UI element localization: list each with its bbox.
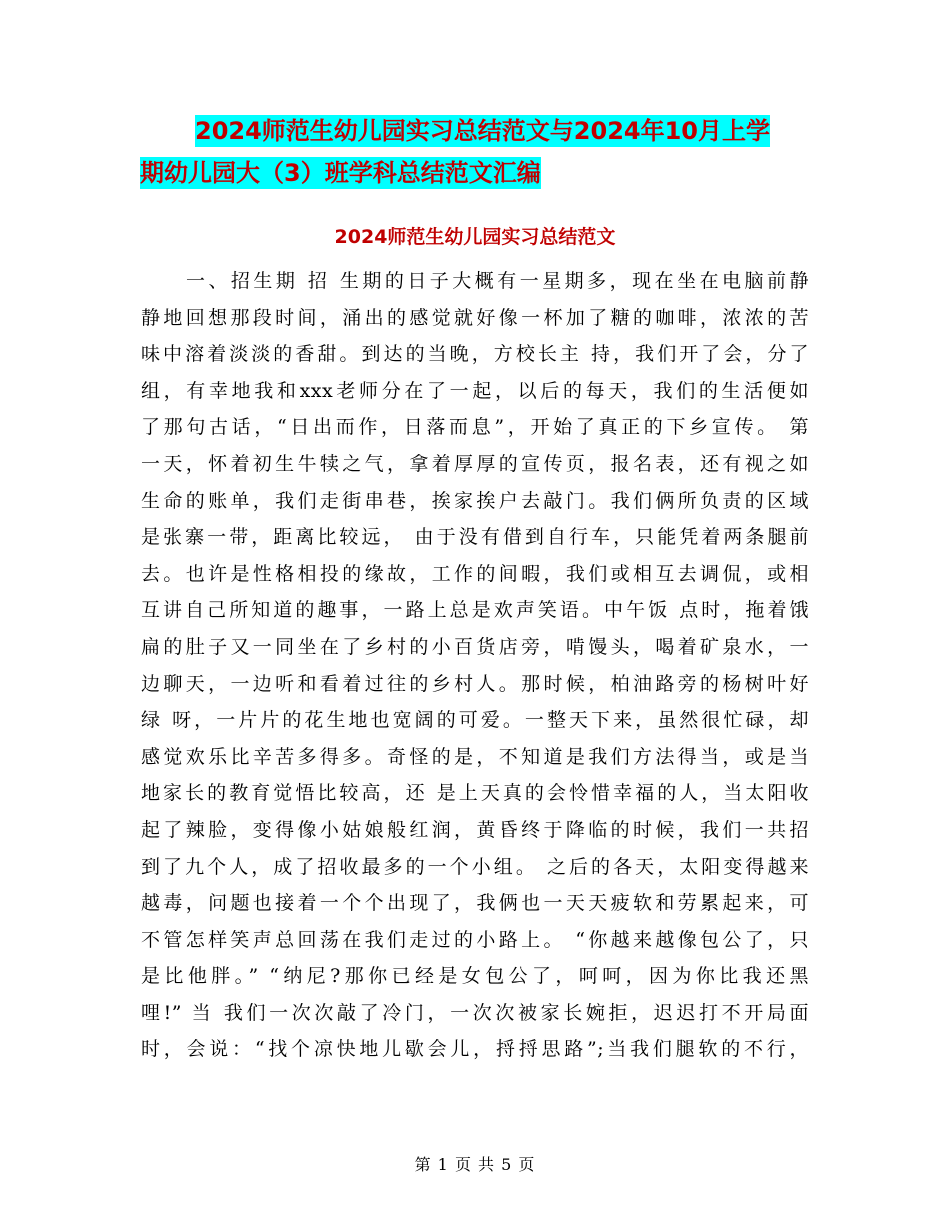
body-line: 时，会说：“找个凉快地儿歇会儿，捋捋思路”;当我们腿软的不行，	[141, 1038, 809, 1061]
section-heading: 2024师范生幼儿园实习总结范文	[334, 226, 616, 248]
document-title-line-1	[140, 110, 820, 152]
body-line: 哩!” 当 我们一次次敲了冷门，一次次被家长婉拒，迟迟打不开局面	[141, 1001, 809, 1024]
body-line: 不管怎样笑声总回荡在我们走过的小路上。 “你越来越像包公了，只	[141, 928, 809, 951]
body-text	[141, 263, 809, 1068]
document-title-line-2	[140, 152, 820, 194]
body-line: 静地回想那段时间，涌出的感觉就好像一杯加了糖的咖啡，浓浓的苦	[141, 306, 809, 329]
body-line: 一、招生期 招 生期的日子大概有一星期多，现在坐在电脑前静	[141, 270, 809, 292]
document-title	[140, 110, 820, 194]
title-highlight-1: 2024师范生幼儿园实习总结范文与2024年10月上学	[195, 117, 770, 145]
body-line: 生命的账单，我们走街串巷，挨家挨户去敲门。我们俩所负责的区域	[141, 489, 809, 512]
body-line: 是张寨一带，距离比较远， 由于没有借到自行车，只能凭着两条腿前	[141, 526, 809, 549]
body-line: 边聊天，一边听和看着过往的乡村人。那时候，柏油路旁的杨树叶好	[141, 672, 809, 695]
body-line: 了那句古话，“日出而作，日落而息”，开始了真正的下乡宣传。 第	[141, 416, 809, 439]
body-line: 互讲自己所知道的趣事，一路上总是欢声笑语。中午饭 点时，拖着饿	[141, 599, 809, 622]
body-line: 起了辣脸，变得像小姑娘般红润，黄昏终于降临的时候，我们一共招	[141, 818, 809, 841]
page-footer: 第 1 页 共 5 页	[414, 1155, 536, 1174]
body-line: 去。也许是性格相投的缘故，工作的间暇，我们或相互去调侃，或相	[141, 562, 809, 585]
body-line: 一天，怀着初生牛犊之气，拿着厚厚的宣传页，报名表，还有视之如	[141, 452, 809, 475]
body-line: 组，有幸地我和xxx老师分在了一起，以后的每天，我们的生活便如	[141, 379, 809, 402]
body-line: 味中溶着淡淡的香甜。到达的当晚，方校长主 持，我们开了会，分了	[141, 343, 809, 366]
body-line: 扁的肚子又一同坐在了乡村的小百货店旁，啃馒头，喝着矿泉水，一	[141, 635, 809, 658]
body-line: 地家长的教育觉悟比较高，还 是上天真的会怜惜幸福的人，当太阳收	[141, 782, 809, 805]
body-line: 是比他胖。” “纳尼?那你已经是女包公了，呵呵，因为你比我还黑	[141, 965, 809, 988]
title-highlight-2: 期幼儿园大（3）班学科总结范文汇编	[140, 159, 541, 187]
body-line: 越毒，问题也接着一个个出现了，我俩也一天天疲软和劳累起来，可	[141, 892, 809, 915]
body-line: 感觉欢乐比辛苦多得多。奇怪的是，不知道是我们方法得当，或是当	[141, 745, 809, 768]
body-line: 到了九个人，成了招收最多的一个小组。 之后的各天，太阳变得越来	[141, 855, 809, 878]
body-line: 绿 呀，一片片的花生地也宽阔的可爱。一整天下来，虽然很忙碌，却	[141, 709, 809, 732]
